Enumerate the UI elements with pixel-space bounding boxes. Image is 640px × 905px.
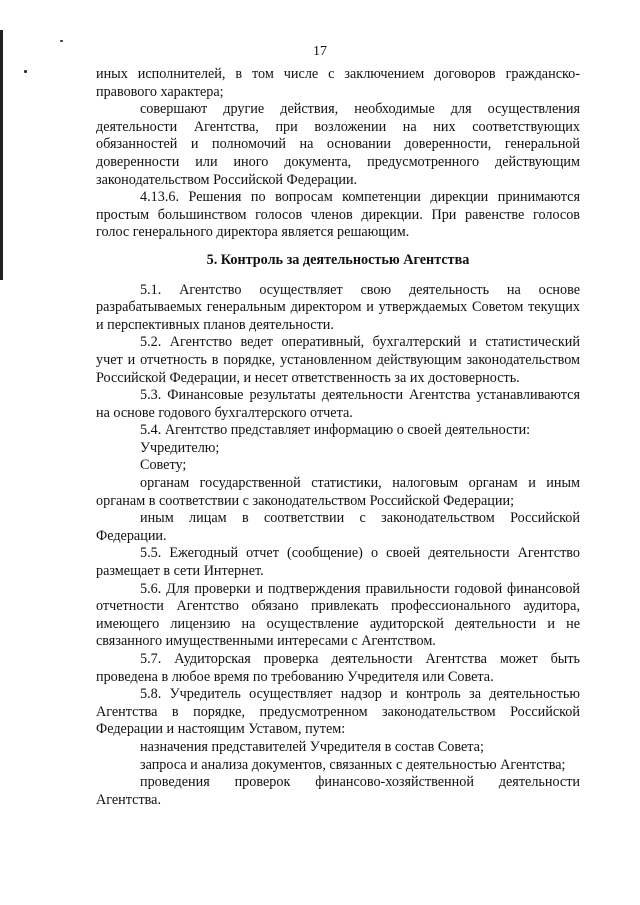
section-heading: 5. Контроль за деятельностью Агентства bbox=[206, 251, 470, 268]
paragraph-4-13-6: 4.13.6. Решения по вопросам компетенции дирекции принимаются простым большинством голосов членов дирекции. При равенстве голосов голос генерального директора является решающим. bbox=[96, 189, 580, 241]
list-item: запроса и анализа документов, связанных с деятельностью Агентства; bbox=[140, 756, 566, 773]
list-item: проведения проверок финансово-хозяйственной деятельности Агентства. bbox=[96, 774, 580, 808]
list-item: назначения представителей Учредителя в состав Совета; bbox=[140, 738, 484, 755]
paragraph-5-3: 5.3. Финансовые результаты деятельности Агентства устанавливаются на основе годового бухгалтерского отчета. bbox=[96, 387, 580, 421]
paragraph-5-7: 5.7. Аудиторская проверка деятельности Агентства может быть проведена в любое время по требованию Учредителя или Совета. bbox=[96, 651, 580, 685]
list-item: Совету; bbox=[140, 457, 187, 474]
paragraph-5-1: 5.1. Агентство осуществляет свою деятельность на основе разрабатываемых генеральным директором и утверждаемых Советом текущих и перспективных планов деятельности. bbox=[96, 281, 580, 333]
paragraph-continued: иных исполнителей, в том числе с заключением договоров гражданско-правового характера; bbox=[96, 66, 580, 100]
list-item: органам государственной статистики, налоговым органам и иным органам в соответствии с законодательством Российской Федерации; bbox=[96, 475, 580, 509]
paragraph-5-2: 5.2. Агентство ведет оперативный, бухгалтерский и статистический учет и отчетность в порядке, установленном действующим законодательством Российской Федерации, и несет ответственность за их достоверность. bbox=[96, 334, 580, 386]
page-number: 17 bbox=[313, 44, 327, 59]
paragraph: совершают другие действия, необходимые для осуществления деятельности Агентства, при возложении на них соответствующих обязанностей и полномочий на основании доверенности, генеральной доверенности или иного документа, предусмотренного действующим законодательством Российской Федерации. bbox=[96, 101, 580, 188]
list-item: иным лицам в соответствии с законодательством Российской Федерации. bbox=[96, 510, 580, 544]
paragraph-5-5: 5.5. Ежегодный отчет (сообщение) о своей деятельности Агентство размещает в сети Интернет. bbox=[96, 545, 580, 580]
paragraph-5-4: 5.4. Агентство представляет информацию о своей деятельности: bbox=[140, 422, 531, 439]
document-body bbox=[96, 66, 580, 809]
paragraph-5-6: 5.6. Для проверки и подтверждения правильности годовой финансовой отчетности Агентство обязано привлекать профессионального аудитора, имеющего лицензию на осуществление аудиторской деятельности и не связанного имущественными интересами с Агентством. bbox=[96, 580, 580, 650]
paragraph-5-8: 5.8. Учредитель осуществляет надзор и контроль за деятельностью Агентства в порядке, предусмотренном законодательством Российской Федерации и настоящим Уставом, путем: bbox=[96, 686, 580, 738]
list-item: Учредителю; bbox=[140, 439, 220, 456]
scan-edge-mark bbox=[0, 30, 3, 280]
scan-speck bbox=[60, 40, 63, 42]
scan-speck bbox=[24, 70, 27, 73]
